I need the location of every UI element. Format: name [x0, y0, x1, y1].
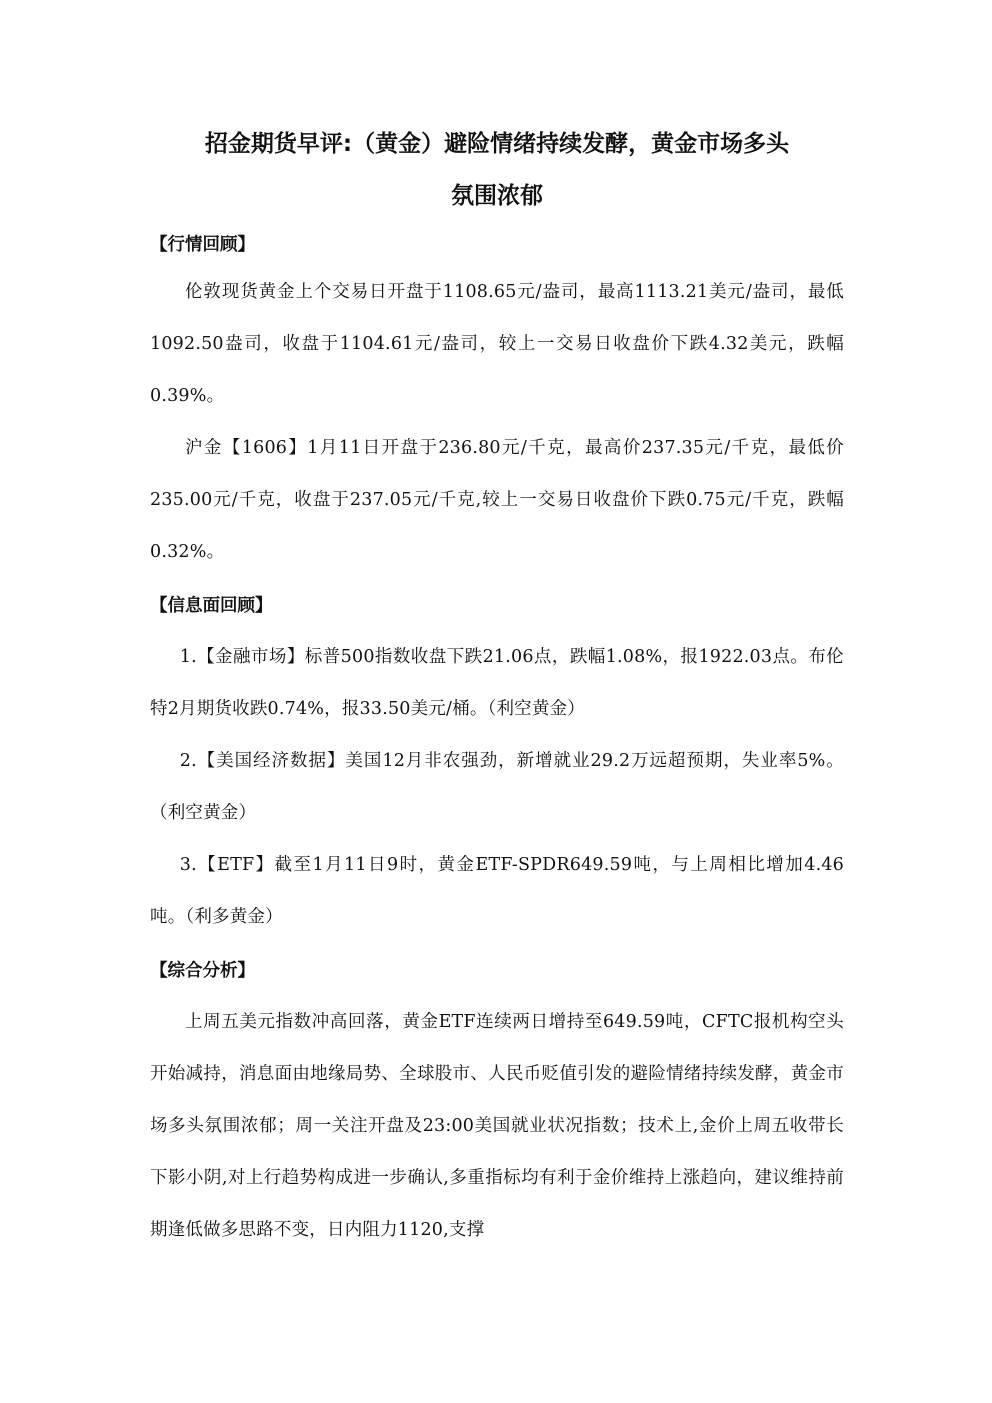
paragraph-analysis: 上周五美元指数冲高回落，黄金ETF连续两日增持至649.59吨，CFTC报机构空头开始减持，消息面由地缘局势、全球股市、人民币贬值引发的避险情绪持续发酵，黄金市场多头氛围浓郁；周一关注开盘及23:00美国就业状况指数；技术上,金价上周五收带长下影小阴,对上行趋势构成进一步确认,多重指标均有利于金价维持上涨趋向，建议维持前期逢低做多思路不变，日内阻力1120,支撑: [150, 1012, 844, 1240]
title-line-2: 氛围浓郁: [451, 183, 543, 209]
paragraph-london-gold: 伦敦现货黄金上个交易日开盘于1108.65元/盎司，最高1113.21美元/盎司，最低1092.50盎司，收盘于1104.61元/盎司，较上一交易日收盘价下跌4.32美元，跌幅0.39%。: [150, 282, 844, 406]
section-heading-market-review: 【行情回顾】: [150, 235, 255, 255]
section-heading-news-review: 【信息面回顾】: [150, 596, 273, 616]
paragraph-shanghai-gold: 沪金【1606】1月11日开盘于236.80元/千克，最高价237.35元/千克，最低价235.00元/千克，收盘于237.05元/千克,较上一交易日收盘价下跌0.75元/千克，跌幅0.32%。: [150, 438, 844, 562]
section-market-review: [150, 231, 844, 578]
paragraph-financial-market: 1.【金融市场】标普500指数收盘下跌21.06点，跌幅1.08%，报1922.03点。布伦特2月期货收跌0.74%，报33.50美元/桶。（利空黄金）: [150, 647, 844, 719]
paragraph-etf: 3.【ETF】截至1月11日9时，黄金ETF-SPDR649.59吨，与上周相比增加4.46吨。（利多黄金）: [150, 855, 844, 927]
title-line-1: 招金期货早评:（黄金）避险情绪持续发酵，黄金市场多头: [204, 131, 790, 157]
paragraph-us-economic-data: 2.【美国经济数据】美国12月非农强劲，新增就业29.2万远超预期，失业率5%。（利空黄金）: [150, 751, 844, 823]
document-title: [150, 118, 844, 222]
section-news-review: [150, 592, 844, 943]
section-analysis: [150, 957, 844, 1256]
document-page: [150, 118, 844, 1256]
section-heading-analysis: 【综合分析】: [150, 961, 255, 981]
